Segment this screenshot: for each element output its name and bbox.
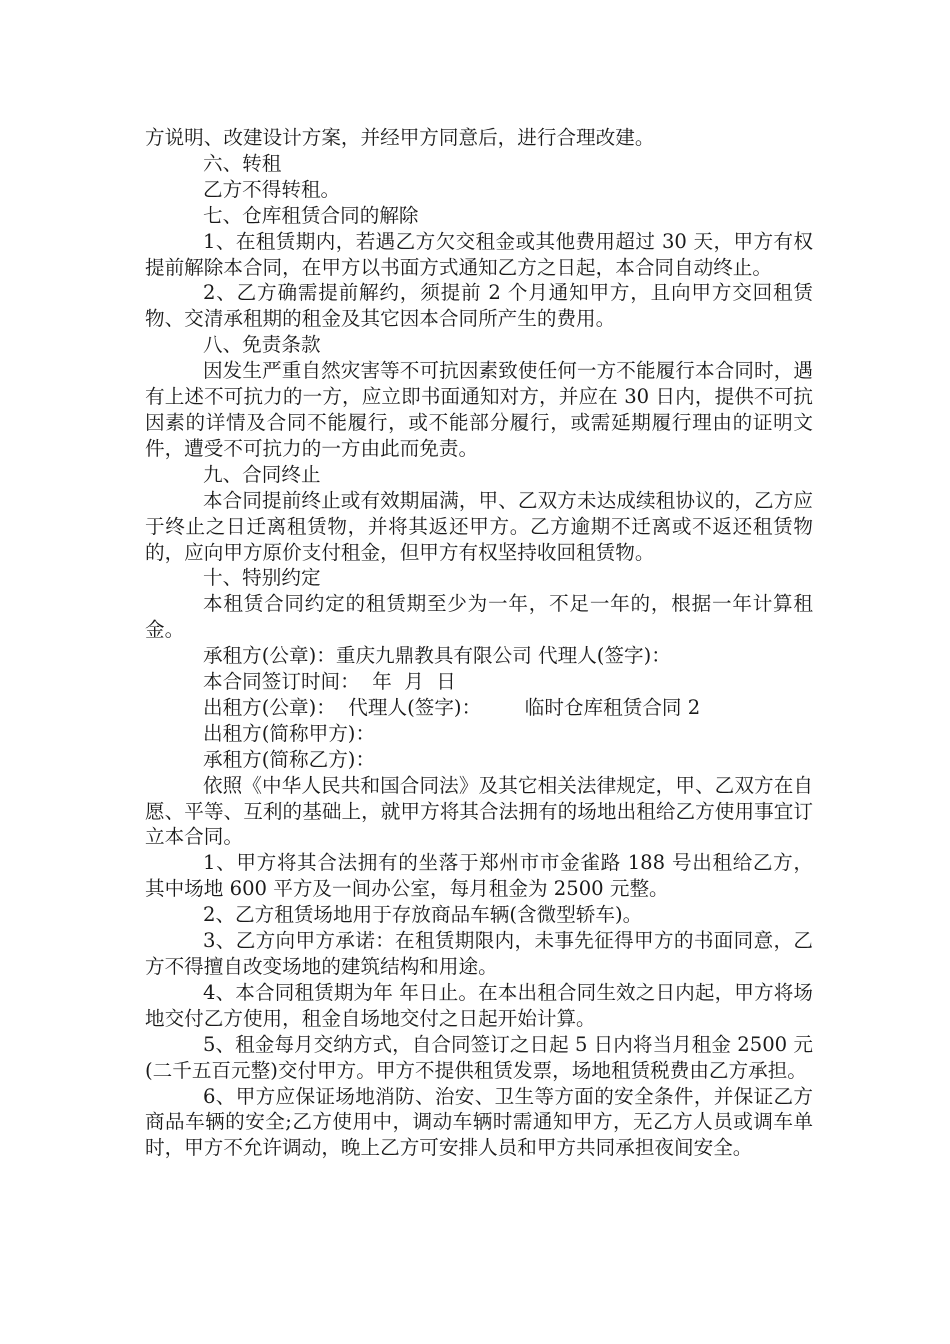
party-a-line: 出租方(简称甲方)： bbox=[203, 721, 376, 745]
section-heading-termination: 七、仓库租赁合同的解除 bbox=[203, 203, 419, 227]
paragraph: 2、乙方确需提前解约，须提前 2 个月通知甲方，且向甲方交回租赁物、交清承租期的租金及其它因本合同所产生的费用。 bbox=[145, 281, 813, 331]
paragraph: 乙方不得转租。 bbox=[203, 177, 341, 201]
section-heading-sublease: 六、转租 bbox=[203, 151, 282, 175]
paragraph: 因发生严重自然灾害等不可抗因素致使任何一方不能履行本合同时，遇有上述不可抗力的一方，应立即书面通知对方，并应在 30 日内，提供不可抗因素的详情及合同不能履行，或不能部分履行，或需延期履行理由的证明文件，遭受不可抗力的一方由此而免责。 bbox=[145, 359, 813, 460]
signing-date-line: 本合同签订时间： 年 月 日 bbox=[203, 670, 456, 694]
section-heading-contract-end: 九、合同终止 bbox=[203, 462, 321, 486]
section-heading-special-terms: 十、特别约定 bbox=[203, 566, 321, 590]
paragraph: 本租赁合同约定的租赁期至少为一年，不足一年的，根据一年计算租金。 bbox=[145, 592, 813, 642]
signature-lessor-line: 出租方(公章)： 代理人(签字)： 临时仓库租赁合同 2 bbox=[203, 695, 701, 719]
paragraph: 1、在租赁期内，若遇乙方欠交租金或其他费用超过 30 天，甲方有权提前解除本合同，在甲方以书面方式通知乙方之日起，本合同自动终止。 bbox=[145, 229, 813, 279]
signature-lessee-line: 承租方(公章)：重庆九鼎教具有限公司 代理人(签字)： bbox=[203, 644, 671, 668]
clause-item: 1、甲方将其合法拥有的坐落于郑州市市金雀路 188 号出租给乙方，其中场地 600 平方及一间办公室，每月租金为 2500 元整。 bbox=[145, 851, 813, 901]
paragraph: 方说明、改建设计方案，并经甲方同意后，进行合理改建。 bbox=[145, 126, 655, 149]
clause-item: 5、租金每月交纳方式，自合同签订之日起 5 日内将当月租金 2500 元(二千五百元整)交付甲方。甲方不提供租赁发票，场地租赁税费由乙方承担。 bbox=[145, 1032, 813, 1082]
party-b-line: 承租方(简称乙方)： bbox=[203, 747, 376, 771]
paragraph: 依照《中华人民共和国合同法》及其它相关法律规定，甲、乙双方在自愿、平等、互利的基础上，就甲方将其合法拥有的场地出租给乙方使用事宜订立本合同。 bbox=[145, 773, 813, 849]
paragraph: 本合同提前终止或有效期届满，甲、乙双方未达成续租协议的，乙方应于终止之日迁离租赁物，并将其返还甲方。乙方逾期不迁离或不返还租赁物的，应向甲方原价支付租金，但甲方有权坚持收回租赁物。 bbox=[145, 488, 813, 564]
clause-item: 3、乙方向甲方承诺：在租赁期限内，未事先征得甲方的书面同意，乙方不得擅自改变场地的建筑结构和用途。 bbox=[145, 929, 813, 978]
section-heading-exemption: 八、免责条款 bbox=[203, 333, 321, 357]
clause-item: 4、本合同租赁期为年 年日止。在本出租合同生效之日内起，甲方将场地交付乙方使用，租金自场地交付之日起开始计算。 bbox=[145, 980, 813, 1030]
document-page bbox=[145, 125, 813, 1161]
clause-item: 6、甲方应保证场地消防、治安、卫生等方面的安全条件，并保证乙方商品车辆的安全;乙方使用中，调动车辆时需通知甲方，无乙方人员或调车单时，甲方不允许调动，晚上乙方可安排人员和甲方共同承担夜间安全。 bbox=[145, 1084, 813, 1160]
clause-item: 2、乙方租赁场地用于存放商品车辆(含微型轿车)。 bbox=[203, 903, 643, 927]
